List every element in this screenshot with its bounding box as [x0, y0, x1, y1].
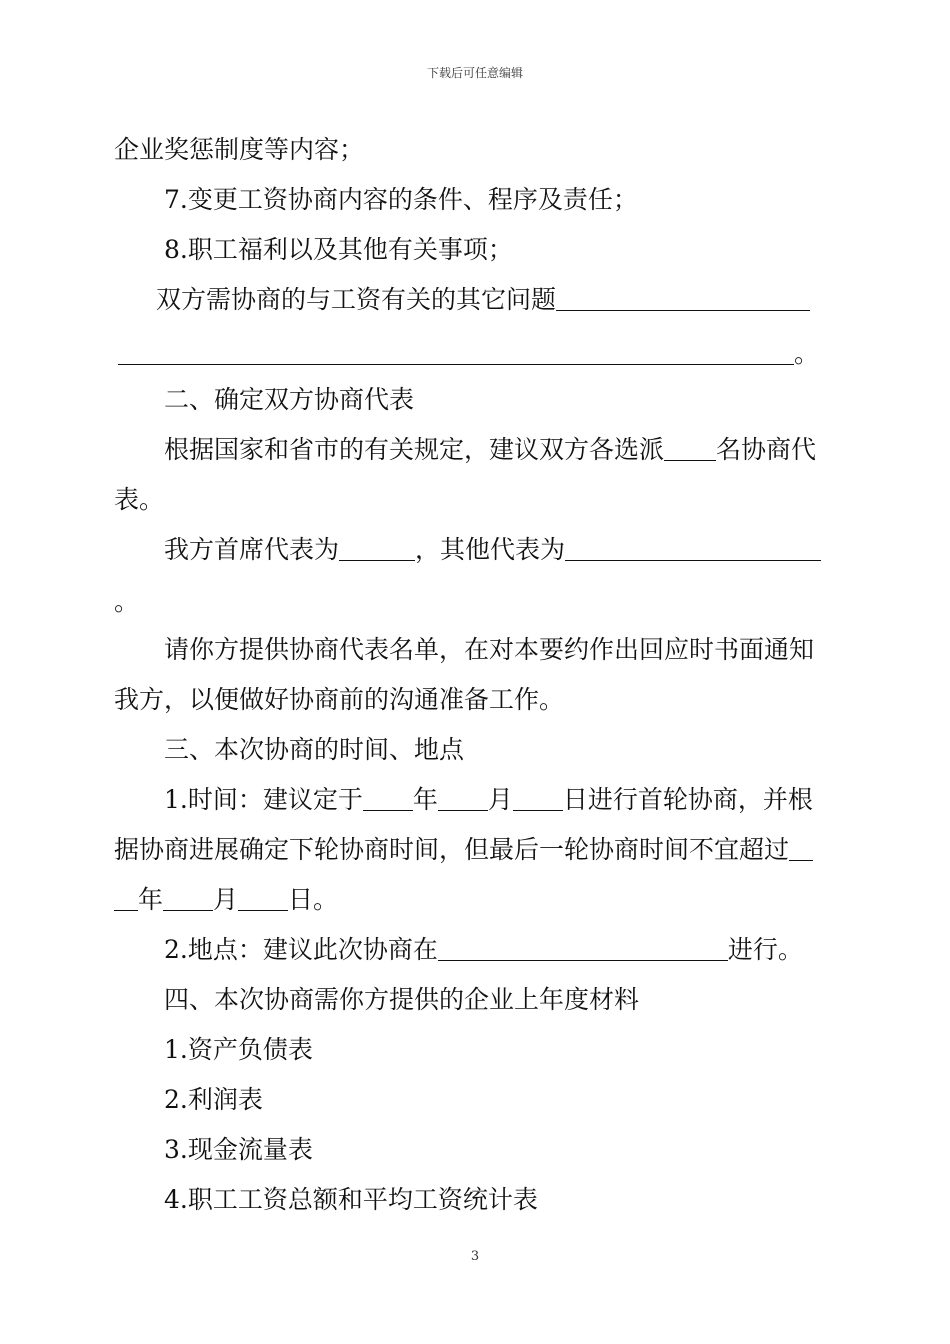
- text-line: 据协商进展确定下轮协商时间，但最后一轮协商时间不宜超过: [114, 834, 813, 866]
- text-line: 1.时间：建议定于 年 月 日进行首轮协商，并根: [164, 785, 813, 814]
- page-header-note: 下载后可任意编辑: [426, 66, 523, 80]
- text-line: 。: [118, 338, 819, 370]
- blank-line: [163, 888, 213, 911]
- text-line: 表。: [114, 485, 165, 514]
- blank-line: [238, 888, 288, 911]
- blank-line: [363, 788, 413, 811]
- text-line: 我方首席代表为 ，其他代表为: [164, 534, 821, 566]
- text-line: 8.职工福利以及其他有关事项；: [164, 235, 513, 264]
- section-heading: 三、本次协商的时间、地点: [164, 735, 465, 764]
- text-line: 请你方提供协商代表名单，在对本要约作出回应时书面通知: [164, 635, 815, 664]
- text-line: 7.变更工资协商内容的条件、程序及责任；: [164, 185, 638, 214]
- blank-line: [339, 538, 415, 561]
- text-line: 根据国家和省市的有关规定，建议双方各选派 名协商代: [164, 435, 817, 464]
- blank-line: [438, 788, 488, 811]
- list-item: 4.职工工资总额和平均工资统计表: [164, 1185, 538, 1214]
- text-line: 双方需协商的与工资有关的其它问题: [156, 284, 810, 316]
- list-item: 3.现金流量表: [164, 1135, 313, 1164]
- blank-line: [118, 342, 794, 365]
- text-line: 2.地点：建议此次协商在 进行。: [164, 935, 803, 964]
- blank-line: [664, 438, 716, 461]
- blank-line: [556, 288, 810, 311]
- section-heading: 四、本次协商需你方提供的企业上年度材料: [164, 985, 640, 1014]
- text-line: 。: [114, 587, 140, 616]
- blank-line: [565, 538, 821, 561]
- page-number: 3: [470, 1249, 480, 1264]
- blank-line: [114, 888, 138, 911]
- blank-line: [438, 938, 728, 961]
- text-line: 我方，以便做好协商前的沟通准备工作。: [114, 685, 565, 714]
- section-heading: 二、确定双方协商代表: [164, 385, 415, 414]
- list-item: 2.利润表: [164, 1085, 263, 1114]
- text-line: 企业奖惩制度等内容；: [114, 135, 365, 164]
- blank-line: [789, 838, 813, 861]
- list-item: 1.资产负债表: [164, 1035, 313, 1064]
- text-line: 年 月 日。: [114, 884, 338, 916]
- blank-line: [513, 788, 563, 811]
